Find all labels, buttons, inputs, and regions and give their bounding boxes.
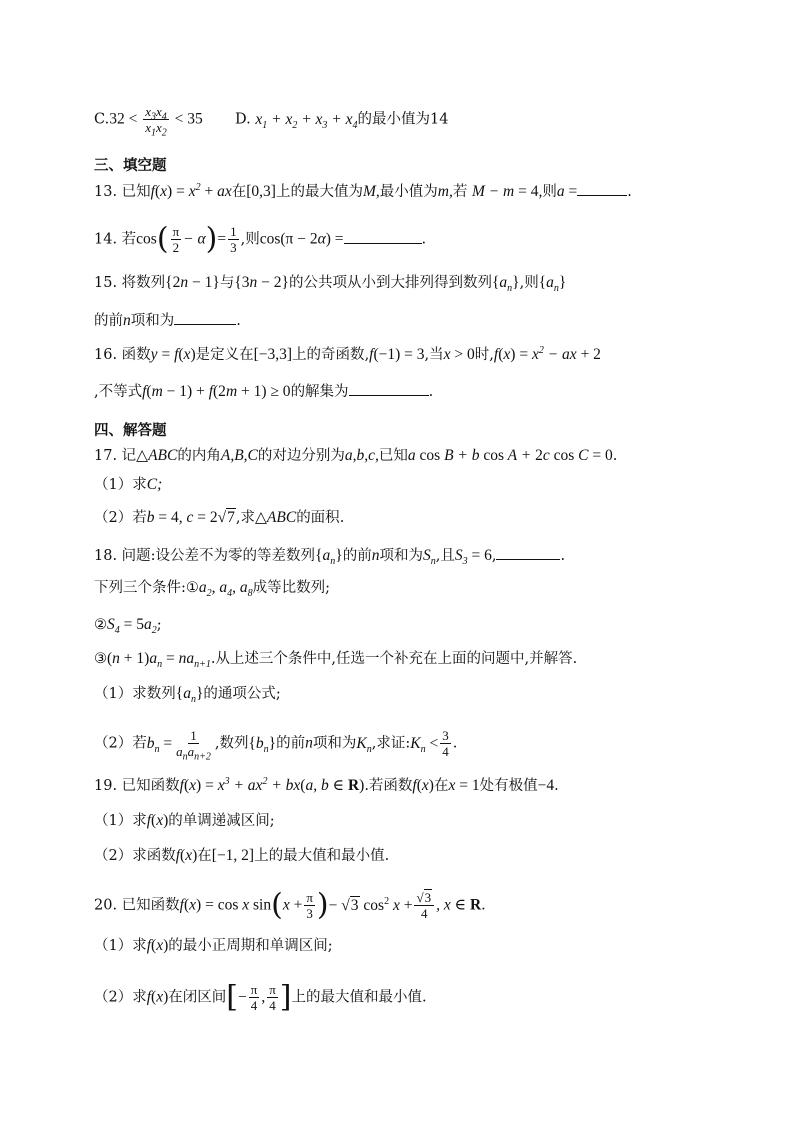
q17-text-2: 的内角 [177, 448, 221, 464]
q14-text-2: 则 [245, 231, 260, 248]
question-19: 19. 已知函数$f(x) = x^3 + ax^2 + bx(a$, b ∈ R).若函数f(x)在x = 1处有极值−4. [94, 775, 559, 794]
q18-line-2-text-b: 成等比数列; [252, 580, 331, 596]
q17-part-2-text-b: 求 [240, 510, 255, 526]
q16-text-5: 时 [474, 347, 490, 363]
q18-answer-blank[interactable] [496, 544, 560, 560]
q20-text-1: 已知函数 [121, 897, 180, 914]
q18-part-2-text: （2）若 [94, 735, 147, 752]
q13-number: 13. [94, 184, 118, 200]
q15-text-5: 的前 [94, 313, 123, 329]
question-15-cont: 的前n项和为 . [94, 309, 700, 332]
q16-text-3: 上的奇函数 [292, 347, 365, 363]
q18-text-2: 的前 [342, 548, 372, 564]
q20-number: 20. [94, 897, 118, 914]
condition-2-marker: ② [94, 617, 107, 633]
q18-part-2-text-d: 项和为 [312, 735, 357, 752]
question-18: 18. 问题:设公差不为零的等差数列$\{a_n\}$的前n项和为$S_n$,且$S_3 = 6$, . [94, 544, 700, 567]
q19-part-1-text-b: 的单调递减区间; [168, 813, 275, 829]
q15-text-4: 则 [524, 275, 539, 291]
q15-number: 15. [94, 275, 118, 291]
q16-text-7: 的解集为 [290, 384, 349, 400]
question-15: 15. 将数列{2n − 1}与{3n − 2}的公共项从小到大排列得到数列$\{a_n\}$,则$\{a_n\}$ [94, 274, 567, 295]
q16-text-2: 是定义在 [195, 347, 254, 363]
q16-number: 16. [94, 347, 118, 363]
section-3-heading: 三、填空题 [94, 158, 167, 174]
section-4-heading: 四、解答题 [94, 423, 167, 439]
q17-part-1-text: （1）求 [94, 477, 147, 493]
q17-text-1: 记 [121, 448, 137, 464]
q13-text-2: 在 [231, 184, 247, 200]
q19-text-1: 已知函数 [121, 778, 180, 794]
question-17-part-2: （2）若b = 4, c = 2√7,求△ABC的面积. [94, 509, 345, 526]
q16-text-1: 函数 [121, 347, 151, 363]
q18-part-2-text-c: 的前 [276, 735, 306, 752]
q19-part-1-text: （1）求 [94, 813, 147, 829]
q15-text-1: 将数列 [121, 275, 166, 291]
question-20: 20. 已知函数f(x) = cos x sin(x + $\frac{\pi}{3}$ )− √3 $\cos^2 x$ + $\frac{√3}{4}$ , x ∈ R. [94, 887, 486, 923]
q14-text-1: 若 [121, 231, 137, 248]
question-20-part-1: （1）求f(x)的最小正周期和单调区间; [94, 937, 333, 954]
q13-text-3: 上的最大值为 [275, 184, 363, 200]
q20-part-2-text-c: 上的最大值和最小值. [291, 989, 427, 1006]
q18-part-2-text-e: 求证: [376, 735, 411, 752]
q17-part-2-text-c: 的面积 [296, 510, 340, 526]
question-13: 13. 已知$f(x) = x^2$ + ax在[0,3]上的最大值为M,最小值为m,若 M − m = 4,则a = . [94, 181, 632, 200]
q18-line-4-text: 从上述三个条件中,任选一个补充在上面的问题中,并解答. [215, 651, 578, 667]
question-18-part-2: （2）若$b_n$ = $\frac{1}{a_na_{n+2}}$ ,数列$\{b_n\}$的前n项和为$K_n$,求证$:K_n$ < $\frac{3}{4}$ . [94, 728, 458, 763]
q19-part-2-text-b: 在 [197, 848, 212, 864]
q15-text-2: 与 [219, 275, 235, 291]
q17-part-2-text: （2）若 [94, 510, 147, 526]
q18-part-1-text-b: 的通项公式; [203, 686, 281, 702]
option-d-label: D. [235, 111, 251, 128]
option-c-label: C. [94, 111, 110, 128]
option-d-text: 的最小值为14 [357, 111, 449, 128]
q20-part-1-text-b: 的最小正周期和单调区间; [168, 938, 333, 954]
question-16: 16. 函数y = f(x)是定义在[−3,3]上的奇函数,f(−1) = 3,当x > 0时$,f(x) = x^2$ − ax + 2 [94, 344, 601, 363]
question-18-line-4: ③(n + $1)a_n = na_{n+1}$.从上述三个条件中,任选一个补充在上面的问题中,并解答. [94, 650, 578, 671]
q18-part-2-text-b: 数列 [219, 735, 249, 752]
q16-text-4: 当 [429, 347, 444, 363]
q13-answer-blank[interactable] [577, 180, 627, 196]
q16-answer-blank[interactable] [349, 380, 429, 396]
question-20-part-2: （2）求f(x)在闭区间[− $\frac{\pi}{4}$ , $\frac{\pi}{4}$ ]上的最大值和最小值. [94, 979, 427, 1015]
q19-number: 19. [94, 778, 118, 794]
question-19-part-1: （1）求f(x)的单调递减区间; [94, 812, 275, 829]
question-18-part-1: （1）求数列$\{a_n\}$的通项公式; [94, 685, 281, 706]
condition-1-marker: ① [185, 580, 199, 596]
q15-text-3: 的公共项从小到大排列得到数列 [288, 275, 492, 291]
options-cd-line: C.32 < $\frac{x_3x_4}{x_1x_2}$ < 35 D. $x_1 + x_2 + x_3 + x_4$的最小值为14 [94, 104, 449, 139]
q19-text-3: 在 [433, 778, 449, 794]
q13-text-5: 若 [452, 184, 468, 200]
q18-number: 18. [94, 548, 118, 564]
question-17: 17. 记△ABC的内角A,B,C的对边分别为a,b,c,已知a cos B + b cos A + 2c cos C = 0. [94, 447, 618, 464]
q19-part-2-text-c: 上的最大值和最小值. [254, 848, 390, 864]
q18-text-4: 且 [440, 548, 455, 564]
q20-part-2-text: （2）求 [94, 989, 147, 1006]
q20-part-1-text: （1）求 [94, 938, 147, 954]
q13-text-6: 则 [542, 184, 557, 200]
q18-text-1: 问题:设公差不为零的等差数列 [121, 548, 316, 564]
q19-text-4: 处有极值 [479, 778, 538, 794]
q13-text-1: 已知 [121, 184, 151, 200]
q20-part-2-text-b: 在闭区间 [168, 989, 227, 1006]
q15-text-6: 项和为 [130, 313, 175, 329]
q18-part-1-text: （1）求数列 [94, 686, 176, 702]
question-19-part-2: （2）求函数f(x)在[−1, 2]上的最大值和最小值. [94, 847, 390, 864]
q16-text-6: 不等式 [98, 384, 143, 400]
condition-3-marker: ③ [94, 651, 107, 667]
q17-number: 17. [94, 448, 118, 464]
q19-part-2-text: （2）求函数 [94, 848, 176, 864]
q18-text-3: 项和为 [379, 548, 423, 564]
question-14: 14. 若cos( $\frac{\pi}{2}$ − α)= $\frac{1}{3}$ ,则cos(π − 2α) = . [94, 221, 427, 257]
q14-answer-blank[interactable] [344, 228, 422, 244]
q17-text-4: 已知 [378, 448, 408, 464]
question-18-line-2: 下列三个条件$:①a_2$, $a_4$, $a_8$成等比数列; [94, 579, 331, 600]
question-18-line-3: $②S_4 = 5a_2$; [94, 616, 162, 637]
q13-text-4: 最小值为 [379, 184, 438, 200]
q19-text-2: 若函数 [368, 778, 413, 794]
q18-line-2-text: 下列三个条件: [94, 580, 186, 596]
q17-text-3: 的对边分别为 [257, 448, 345, 464]
question-17-part-1: （1）求C; [94, 476, 163, 493]
q15-answer-blank[interactable] [174, 309, 236, 325]
q14-number: 14. [94, 231, 118, 248]
question-16-cont: ,不等式f(m − 1) + f(2m + 1) ≥ 0的解集为 . [94, 380, 700, 403]
